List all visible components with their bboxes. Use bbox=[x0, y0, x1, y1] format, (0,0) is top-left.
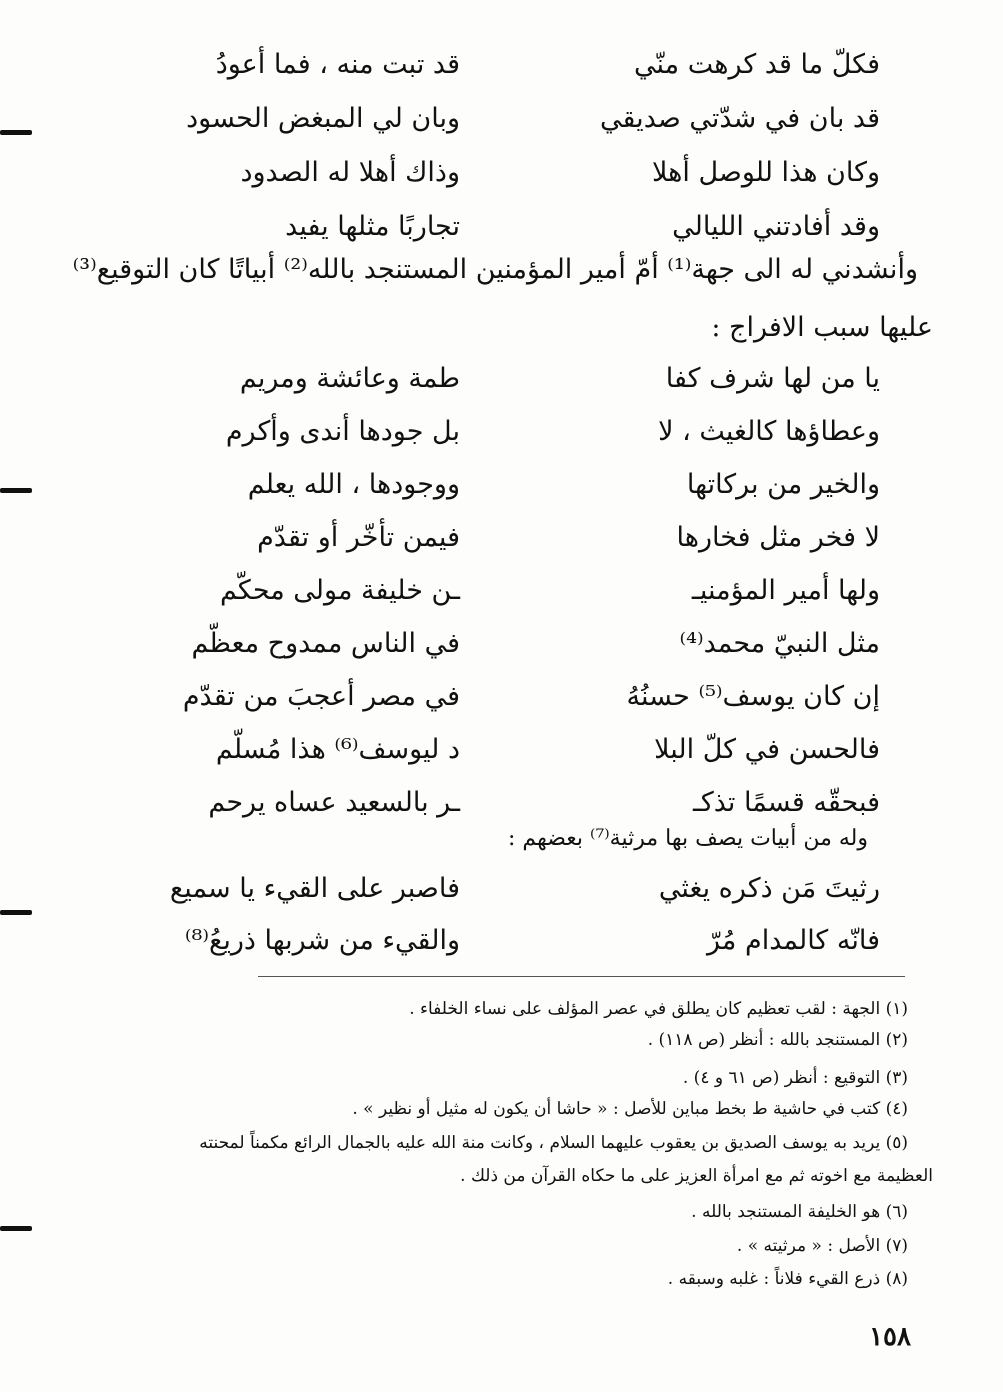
footnote: (٤) كتب في حاشية ط بخط مباين للأصل : « حاشا أن يكون له مثيل أو نظير » . bbox=[352, 1099, 908, 1119]
footnote: (٥) يريد به يوسف الصديق بن يعقوب عليهما السلام ، وكانت منة الله عليه بالجمال الرائع مكمناً لمحنته bbox=[199, 1133, 908, 1153]
verse-hemistich: ووجودها ، الله يعلم bbox=[247, 468, 460, 500]
footnote-separator bbox=[258, 976, 905, 977]
verse-line bbox=[130, 405, 880, 457]
verse-hemistich: فبحقّه قسمًا تذكـ bbox=[692, 786, 880, 818]
footnote: (١) الجهة : لقب تعظيم كان يطلق في عصر المؤلف على نساء الخلفاء . bbox=[409, 999, 908, 1019]
footnote: (٦) هو الخليفة المستنجد بالله . bbox=[691, 1202, 908, 1222]
footnote: (٨) ذرع القيء فلاناً : غلبه وسبقه . bbox=[667, 1269, 908, 1289]
verse-line bbox=[130, 564, 880, 616]
verse-line bbox=[130, 92, 880, 144]
verse-hemistich: في الناس ممدوح معظّم bbox=[191, 627, 460, 659]
binding-mark bbox=[0, 488, 32, 493]
prose-line: وأنشدني له الى جهة⁽¹⁾ أمّ أمير المؤمنين المستنجد بالله⁽²⁾ أبياتًا كان التوقيع⁽³⁾ bbox=[72, 254, 918, 285]
verse-hemistich: والخير من بركاتها bbox=[686, 468, 880, 500]
verse-line bbox=[130, 146, 880, 198]
footnote: (٢) المستنجد بالله : أنظر (ص ١١٨) . bbox=[647, 1030, 908, 1050]
page-number: ١٥٨ bbox=[869, 1322, 911, 1352]
binding-mark bbox=[0, 130, 32, 135]
verse-hemistich: فاصبر على القيء يا سميع bbox=[169, 872, 460, 904]
verse-hemistich: وذاك أهلا له الصدود bbox=[240, 156, 460, 188]
prose-line: عليها سبب الافراج : bbox=[711, 312, 933, 343]
verse-hemistich: مثل النبيّ محمد⁽⁴⁾ bbox=[679, 627, 880, 659]
verse-hemistich: قد بان في شدّتي صديقي bbox=[600, 102, 880, 134]
verse-line bbox=[130, 617, 880, 669]
verse-hemistich: ـر بالسعيد عساه يرحم bbox=[208, 786, 460, 818]
footnote-continuation: العظيمة مع اخوته ثم مع امرأة العزيز على ما حكاه القرآن من ذلك . bbox=[460, 1166, 933, 1186]
footnote: (٣) التوقيع : أنظر (ص ٦١ و ٤) . bbox=[682, 1068, 908, 1088]
verse-hemistich: ولها أمير المؤمنيـ bbox=[691, 574, 880, 606]
verse-hemistich: د ليوسف⁽⁶⁾ هذا مُسلّم bbox=[215, 733, 460, 765]
verse-line bbox=[130, 200, 880, 252]
verse-hemistich: وكان هذا للوصل أهلا bbox=[652, 156, 880, 188]
verse-hemistich: فالحسن في كلّ البلا bbox=[654, 733, 880, 765]
verse-hemistich: قد تبت منه ، فما أعودُ bbox=[215, 48, 460, 80]
verse-line bbox=[130, 38, 880, 90]
binding-mark bbox=[0, 910, 32, 915]
prose-line: وله من أبيات يصف بها مرثية⁽⁷⁾ بعضهم : bbox=[508, 826, 868, 851]
verse-line bbox=[130, 670, 880, 722]
verse-hemistich: ـن خليفة مولى محكّم bbox=[219, 574, 460, 606]
verse-hemistich: رثيتَ مَن ذكره يغثي bbox=[658, 872, 880, 904]
verse-hemistich: فانّه كالمدام مُرّ bbox=[707, 924, 880, 956]
binding-mark bbox=[0, 1226, 32, 1231]
verse-hemistich: فكلّ ما قد كرهت منّي bbox=[634, 48, 880, 80]
verse-hemistich: بل جودها أندى وأكرم bbox=[225, 415, 460, 447]
verse-hemistich: وعطاؤها كالغيث ، لا bbox=[658, 415, 880, 447]
verse-hemistich: والقيء من شربها ذريعُ⁽⁸⁾ bbox=[184, 924, 460, 956]
verse-hemistich: وقد أفادتني الليالي bbox=[672, 210, 880, 242]
verse-hemistich: إن كان يوسف⁽⁵⁾ حسنُهُ bbox=[626, 680, 880, 712]
verse-line bbox=[130, 511, 880, 563]
verse-hemistich: يا من لها شرف كفا bbox=[665, 362, 880, 394]
verse-hemistich: طمة وعائشة ومريم bbox=[239, 362, 460, 394]
verse-hemistich: وبان لي المبغض الحسود bbox=[186, 102, 460, 134]
verse-hemistich: تجاربًا مثلها يفيد bbox=[285, 210, 460, 242]
verse-line bbox=[130, 776, 880, 828]
verse-line bbox=[130, 862, 880, 914]
verse-hemistich: فيمن تأخّر أو تقدّم bbox=[257, 521, 460, 553]
verse-line bbox=[130, 914, 880, 966]
verse-hemistich: لا فخر مثل فخارها bbox=[676, 521, 880, 553]
verse-line bbox=[130, 723, 880, 775]
verse-hemistich: في مصر أعجبَ من تقدّم bbox=[182, 680, 460, 712]
verse-line bbox=[130, 458, 880, 510]
footnote: (٧) الأصل : « مرثيته » . bbox=[736, 1236, 908, 1256]
verse-line bbox=[130, 352, 880, 404]
